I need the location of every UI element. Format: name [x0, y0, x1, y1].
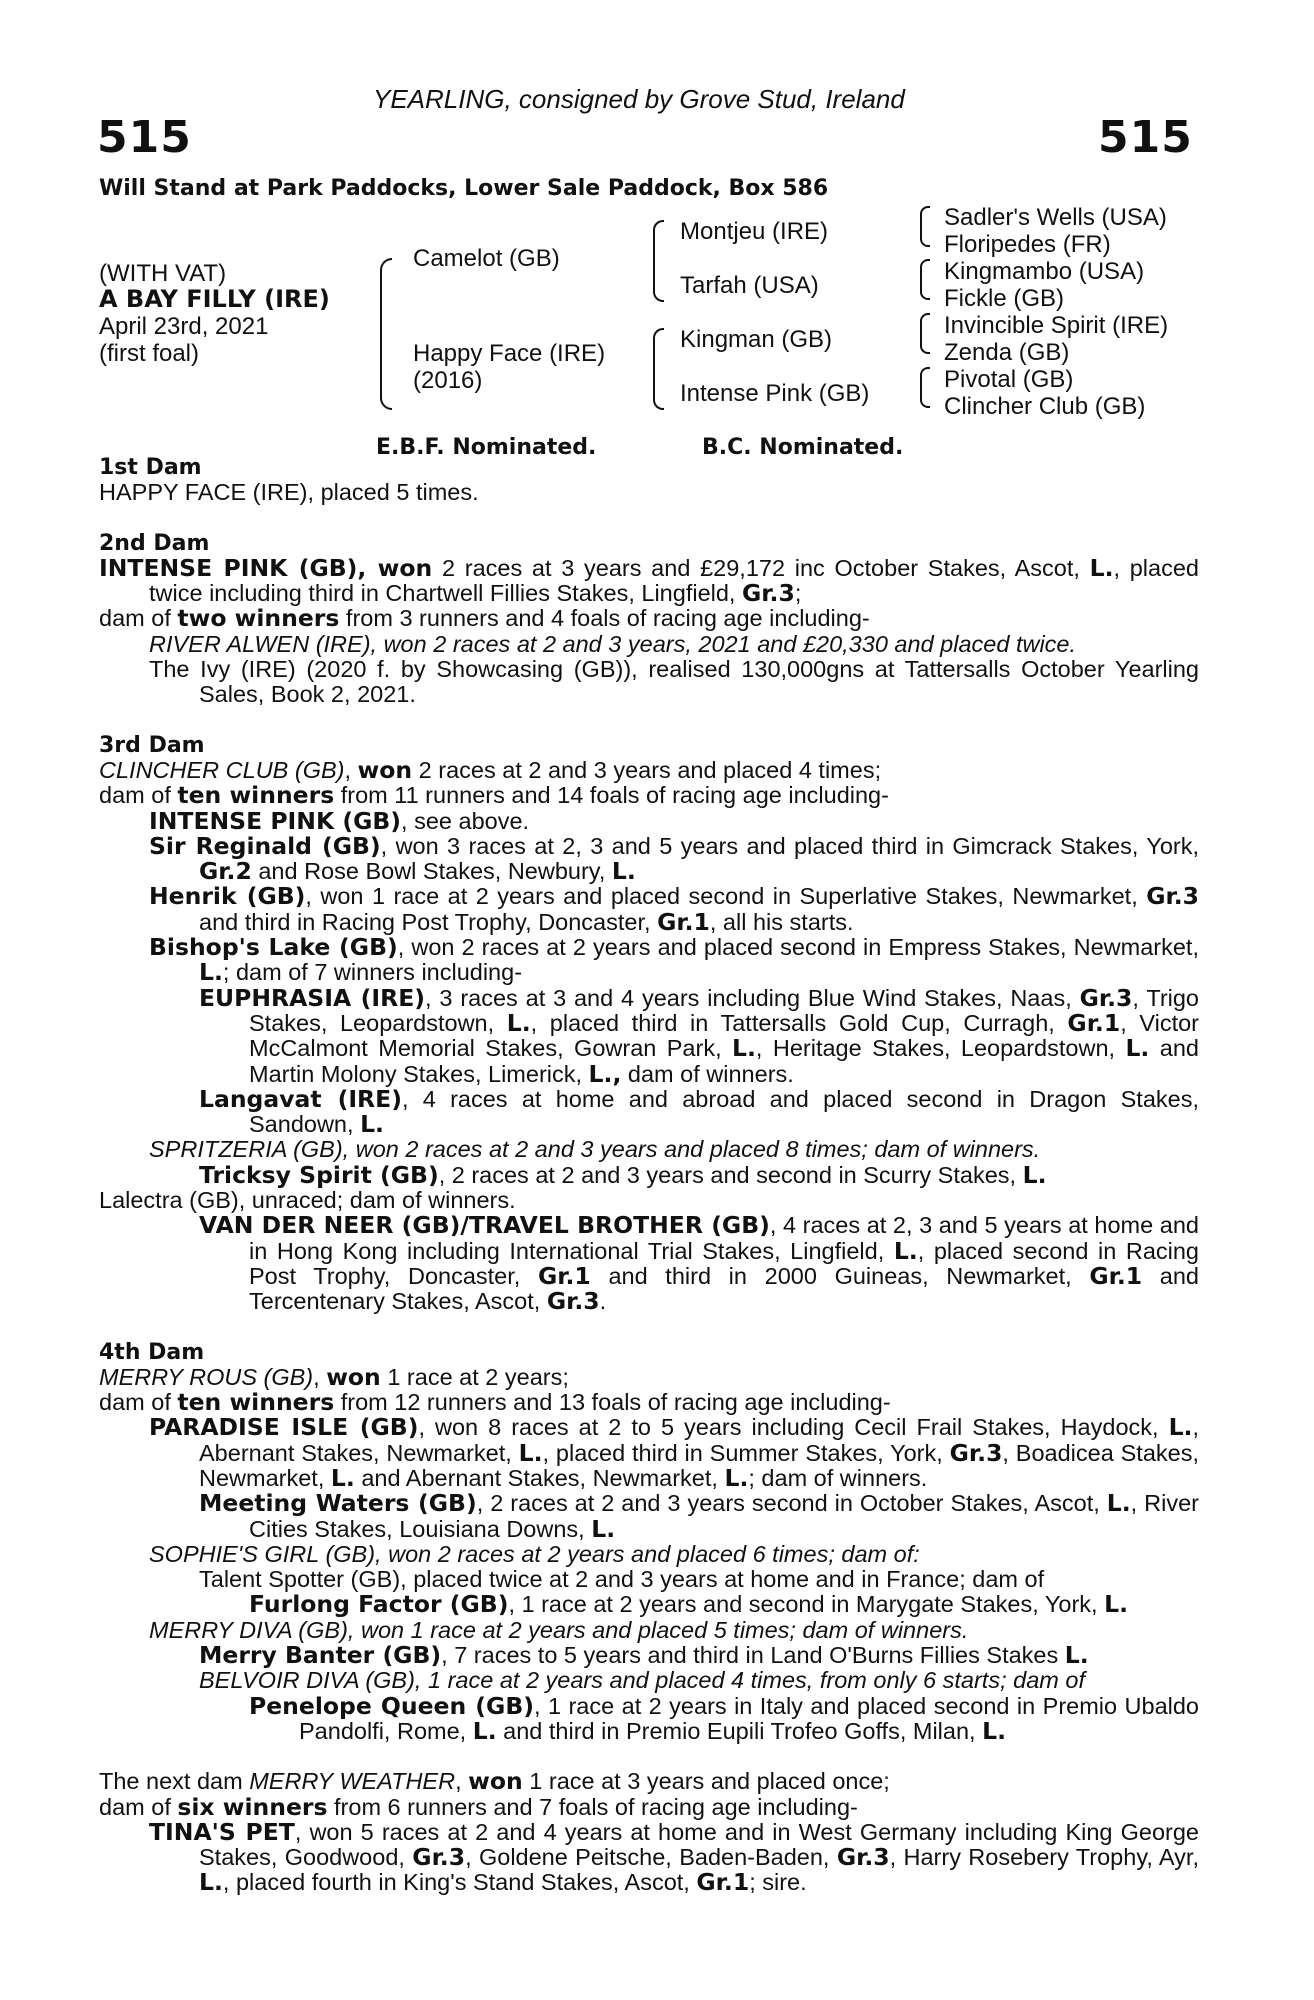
pedigree-brace-g2 — [920, 259, 930, 300]
dam4-greatgrand-2: Penelope Queen (GB), 1 race at 2 years in Italy and placed second in Premio Ubaldo Pandolfi, Rome, L. and third in Premio Eupili Trofeo Goffs, Milan, L. — [249, 1691, 1199, 1745]
dam4-offspring-2: SOPHIE'S GIRL (GB), won 2 races at 2 years and placed 6 times; dam of: — [149, 1540, 920, 1567]
pedigree-dam: Happy Face (IRE) — [413, 340, 606, 367]
ebf-nominated: E.B.F. Nominated. — [376, 435, 597, 460]
dam3-grandoffspring-3: Tricksy Spirit (GB), 2 races at 2 and 3 years and second in Scurry Stakes, L. — [199, 1160, 1047, 1189]
bc-nominated: B.C. Nominated. — [702, 435, 904, 460]
dam4-greatgrand-1: Furlong Factor (GB), 1 race at 2 years and second in Marygate Stakes, York, L. — [249, 1590, 1129, 1619]
dam2-record: INTENSE PINK (GB), won 2 races at 3 years and £29,172 inc October Stakes, Ascot, L., placed twice including third in Chartwell Fillies Stakes, Lingfield, Gr.3; — [99, 553, 1199, 608]
pedigree-g6: Zenda (GB) — [944, 339, 1070, 366]
dam2-offspring-2: The Ivy (IRE) (2020 f. by Showcasing (GB)), realised 130,000gns at Tattersalls October Yearling Sales, Book 2, 2021. — [149, 656, 1199, 708]
dam4-grandoffspring-1: Meeting Waters (GB), 2 races at 2 and 3 years second in October Stakes, Ascot, L., River Cities Stakes, Louisiana Downs, L. — [199, 1489, 1199, 1543]
dam4-offspring-3: MERRY DIVA (GB), won 1 race at 2 years and placed 5 times; dam of winners. — [149, 1616, 969, 1643]
pedigree-g7: Pivotal (GB) — [944, 366, 1074, 393]
dam3-produce: dam of ten winners from 11 runners and 14 foals of racing age including- — [99, 781, 889, 810]
consignment-subtitle: YEARLING, consigned by Grove Stud, Ireland — [373, 84, 905, 114]
horse-vat: (WITH VAT) — [99, 260, 227, 287]
dam3-record: CLINCHER CLUB (GB), won 2 races at 2 and 3 years and placed 4 times; — [99, 755, 882, 784]
dam2-offspring-1: RIVER ALWEN (IRE), won 2 races at 2 and 3 years, 2021 and £20,330 and placed twice. — [149, 630, 1077, 657]
pedigree-sire: Camelot (GB) — [413, 245, 560, 272]
horse-note: (first foal) — [99, 340, 200, 367]
dam3-offspring-3: Henrik (GB), won 1 race at 2 years and placed second in Superlative Stakes, Newmarket, Gr.3 and third in Racing Post Trophy, Doncaster, Gr.1, all his starts. — [149, 882, 1199, 936]
pedigree-g8: Clincher Club (GB) — [944, 393, 1146, 420]
pedigree-dam-sire: Kingman (GB) — [680, 326, 833, 353]
lot-number-left: 515 — [97, 112, 192, 163]
pedigree-brace-g3 — [920, 313, 930, 354]
pedigree-g3: Kingmambo (USA) — [944, 258, 1145, 285]
dam4-grandoffspring-3: Merry Banter (GB), 7 races to 5 years and third in Land O'Burns Fillies Stakes L. — [199, 1641, 1089, 1670]
dam3-heading: 3rd Dam — [99, 732, 205, 758]
pedigree-brace-dam — [653, 328, 664, 410]
pedigree-g1: Sadler's Wells (USA) — [944, 204, 1167, 231]
pedigree-brace-main — [380, 258, 392, 410]
pedigree-brace-g4 — [920, 367, 930, 408]
pedigree-sire-dam: Tarfah (USA) — [680, 272, 819, 299]
dam4-heading: 4th Dam — [99, 1339, 205, 1365]
pedigree-g2: Floripedes (FR) — [944, 231, 1111, 258]
dam2-produce: dam of two winners from 3 runners and 4 foals of racing age including- — [99, 604, 870, 633]
dam4-offspring-1: PARADISE ISLE (GB), won 8 races at 2 to 5 years including Cecil Frail Stakes, Haydock, L., Abernant Stakes, Newmarket, L., placed third in Summer Stakes, York, Gr.3, Boadicea Stakes, Newmarket, L. and Abernant Stakes, Newmarket, L.; dam of winners. — [149, 1413, 1199, 1492]
dam3-grandoffspring-4: VAN DER NEER (GB)/TRAVEL BROTHER (GB), 4 races at 2, 3 and 5 years at home and in Hong Kong including International Trial Stakes, Lingfield, L., placed second in Racing Post Trophy, Doncaster, Gr.1 and third in 2000 Guineas, Newmarket, Gr.1 and Tercentenary Stakes, Ascot, Gr.3. — [199, 1211, 1199, 1316]
dam4-grandoffspring-4: BELVOIR DIVA (GB), 1 race at 2 years and placed 4 times, from only 6 starts; dam of — [199, 1667, 1085, 1694]
next-dam-produce: dam of six winners from 6 runners and 7 foals of racing age including- — [99, 1792, 858, 1821]
dam4-grandoffspring-2: Talent Spotter (GB), placed twice at 2 and 3 years at home and in France; dam of — [199, 1566, 1045, 1593]
next-dam-offspring-1: TINA'S PET, won 5 races at 2 and 4 years at home and in West Germany including King George Stakes, Goodwood, Gr.3, Goldene Peitsche, Baden-Baden, Gr.3, Harry Rosebery Trophy, Ayr, L., placed fourth in King's Stand Stakes, Ascot, Gr.1; sire. — [149, 1817, 1199, 1897]
horse-dob: April 23rd, 2021 — [99, 313, 269, 340]
dam4-produce: dam of ten winners from 12 runners and 13 foals of racing age including- — [99, 1388, 891, 1417]
lot-number-right: 515 — [1098, 112, 1193, 163]
dam3-grandoffspring-2: Langavat (IRE), 4 races at home and abroad and placed second in Dragon Stakes, Sandown, L. — [199, 1084, 1199, 1139]
pedigree-g5: Invincible Spirit (IRE) — [944, 312, 1169, 339]
dam1-text: HAPPY FACE (IRE), placed 5 times. — [99, 479, 479, 506]
stand-location: Will Stand at Park Paddocks, Lower Sale Paddock, Box 586 — [99, 176, 829, 201]
dam3-offspring-1: INTENSE PINK (GB), see above. — [149, 806, 530, 835]
dam3-offspring-6: Lalectra (GB), unraced; dam of winners. — [99, 1187, 516, 1214]
horse-name: A BAY FILLY (IRE) — [99, 285, 330, 313]
pedigree-g4: Fickle (GB) — [944, 285, 1064, 312]
dam2-heading: 2nd Dam — [99, 530, 210, 556]
pedigree-dam-dam: Intense Pink (GB) — [680, 380, 870, 407]
dam4-record: MERRY ROUS (GB), won 1 race at 2 years; — [99, 1362, 569, 1391]
dam3-offspring-2: Sir Reginald (GB), won 3 races at 2, 3 and 5 years and placed third in Gimcrack Stakes, York, Gr.2 and Rose Bowl Stakes, Newbury, L. — [149, 831, 1199, 886]
pedigree-brace-g1 — [920, 206, 930, 247]
pedigree-dam-year: (2016) — [413, 367, 483, 394]
family-notes — [99, 455, 1199, 1896]
dam1-heading: 1st Dam — [99, 455, 202, 480]
pedigree-brace-sire — [653, 220, 664, 302]
dam3-grandoffspring-1: EUPHRASIA (IRE), 3 races at 3 and 4 years including Blue Wind Stakes, Naas, Gr.3, Trigo Stakes, Leopardstown, L., placed third in Tattersalls Gold Cup, Curragh, Gr.1, Victor McCalmont Memorial Stakes, Gowran Park, L., Heritage Stakes, Leopardstown, L. and Martin Molony Stakes, Limerick, L., dam of winners. — [199, 983, 1200, 1088]
dam3-offspring-4: Bishop's Lake (GB), won 2 races at 2 years and placed second in Empress Stakes, Newmarket, L.; dam of 7 winners including- — [149, 933, 1199, 987]
dam3-offspring-5: SPRITZERIA (GB), won 2 races at 2 and 3 years and placed 8 times; dam of winners. — [149, 1136, 1041, 1163]
next-dam-record: The next dam MERRY WEATHER, won 1 race at 3 years and placed once; — [99, 1767, 890, 1796]
pedigree-sire-sire: Montjeu (IRE) — [680, 218, 829, 245]
